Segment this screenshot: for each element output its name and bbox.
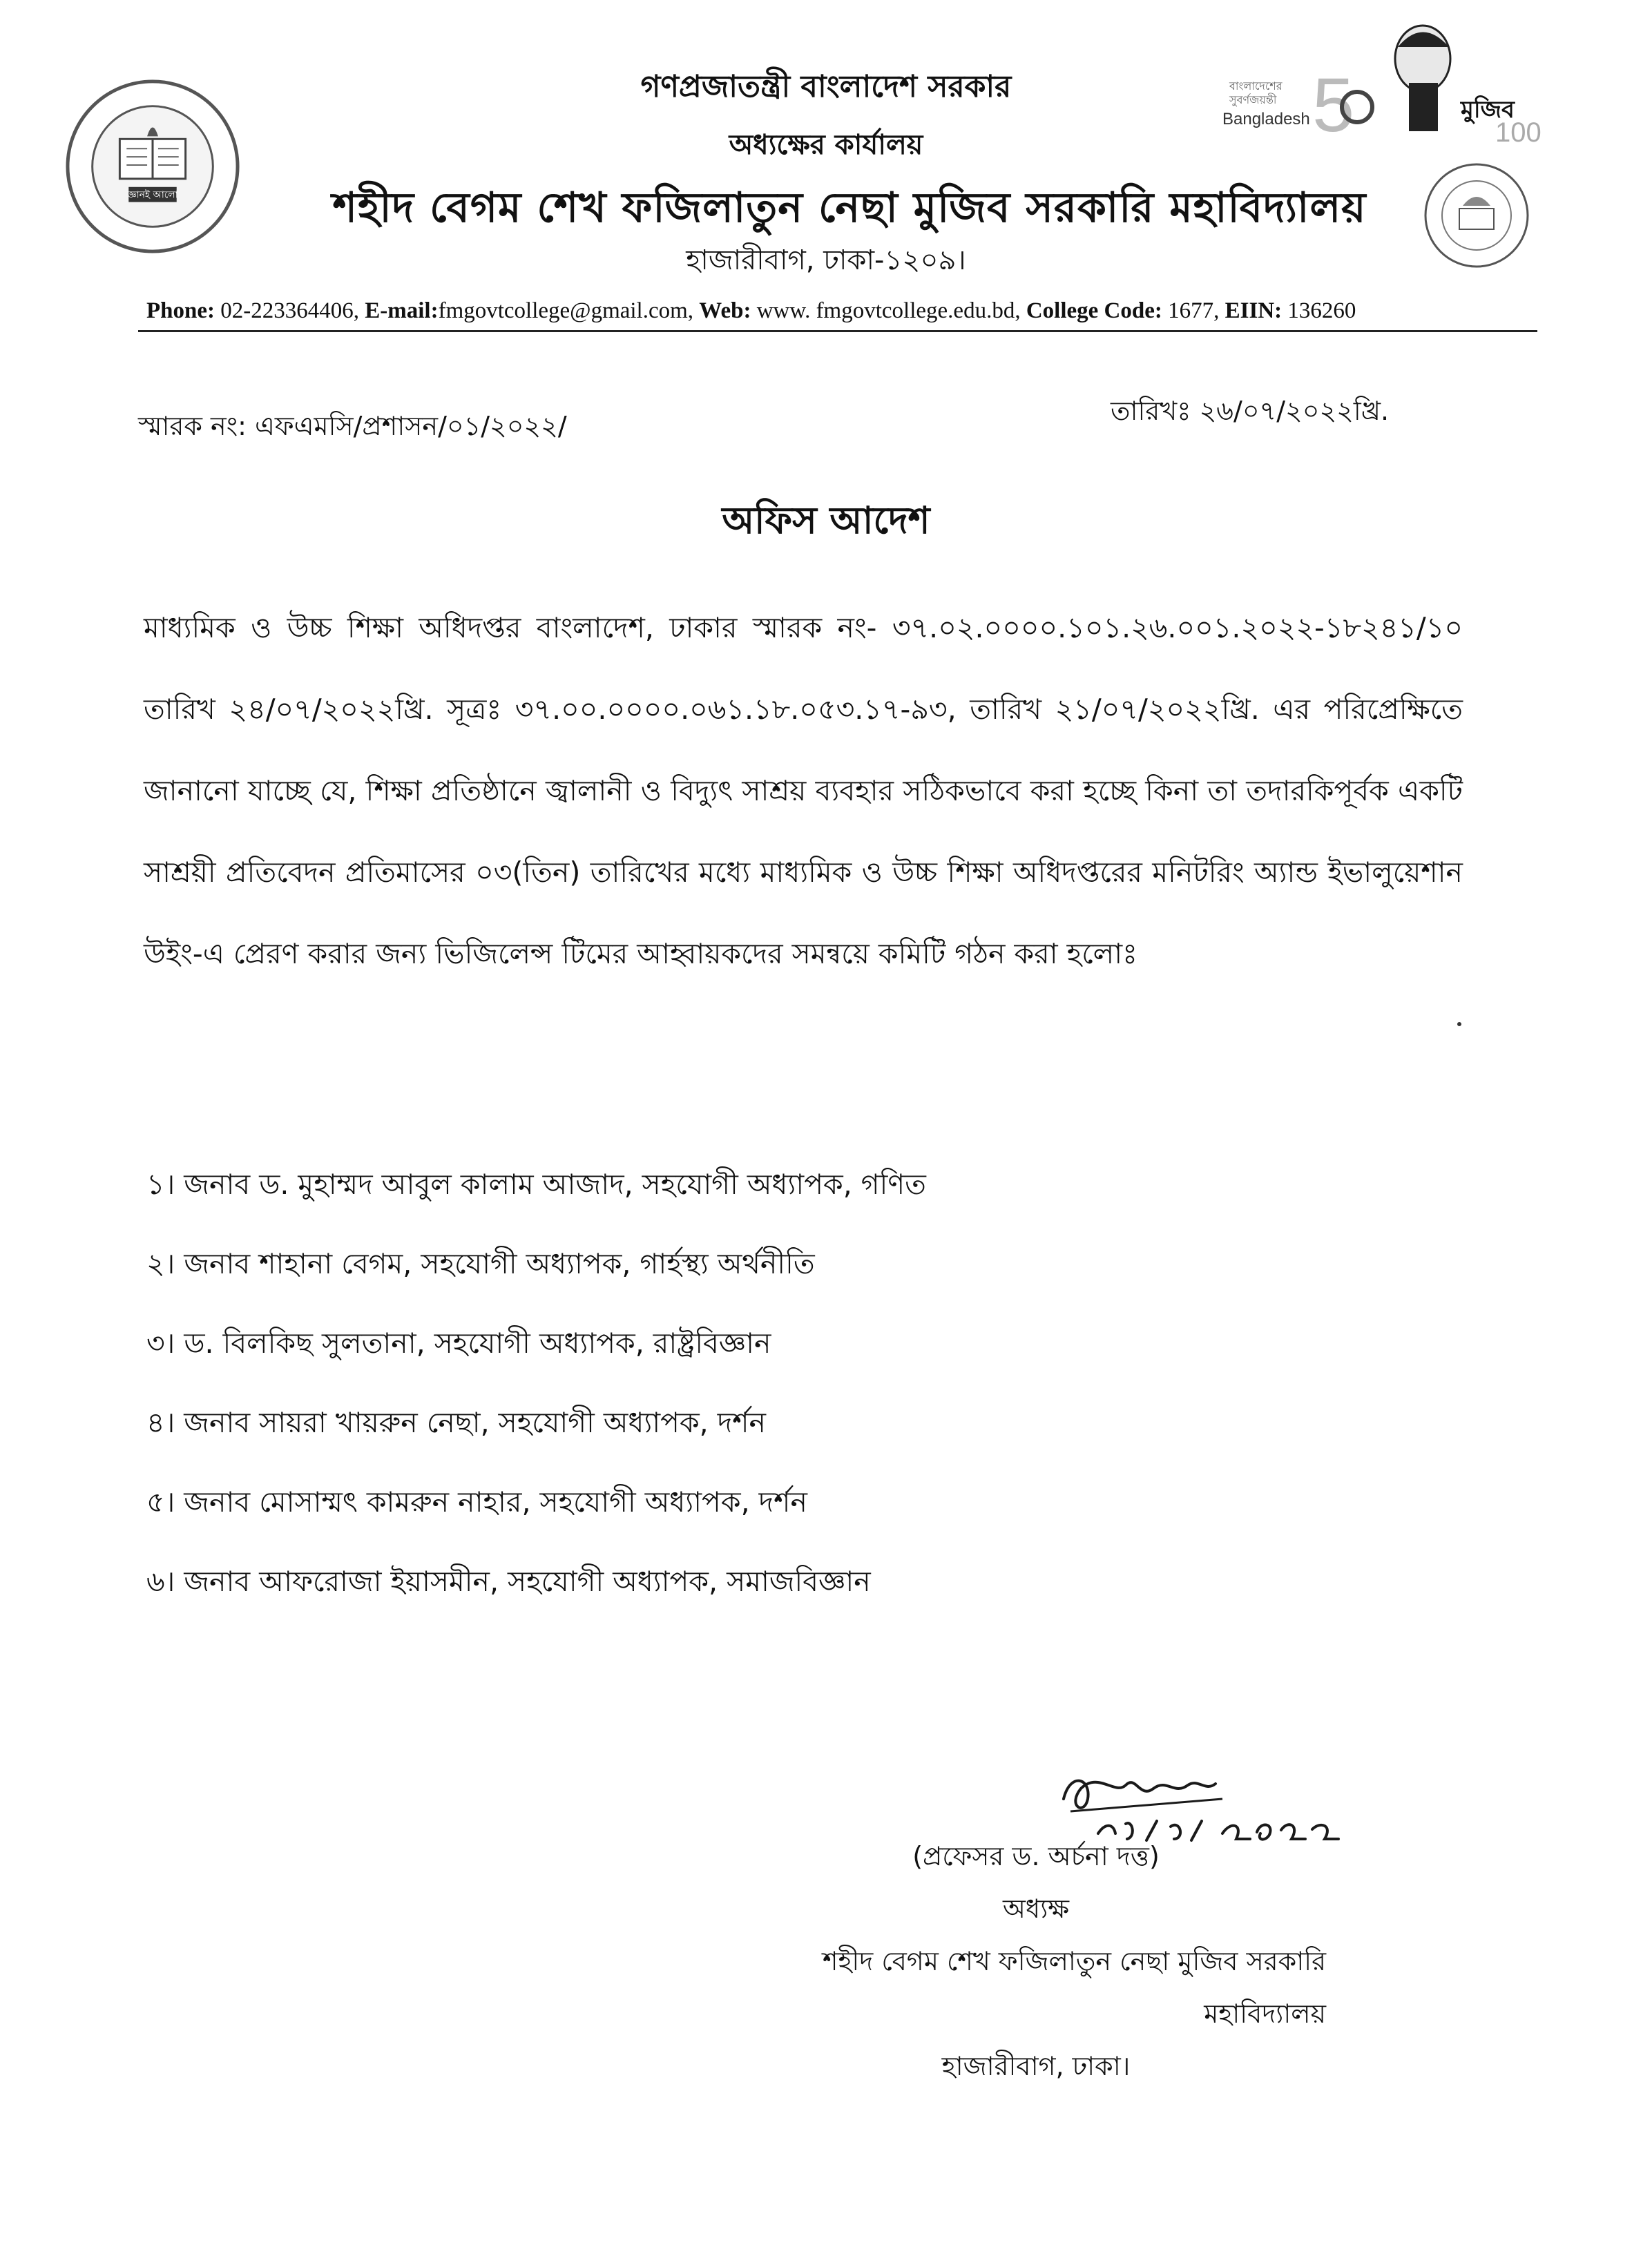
svg-text:5: 5 (1312, 63, 1355, 148)
college-name: শহীদ বেগম শেখ ফজিলাতুন নেছা মুজিব সরকারি মহাবিদ্যালয় (332, 184, 1367, 232)
memo-date: তারিখঃ ২৬/০৭/২০২২খ্রি. (1111, 396, 1390, 426)
committee-member: ৪। জনাব সায়রা খায়রুন নেছা, সহযোগী অধ্যাপক, দর্শন (146, 1406, 766, 1439)
email-label: E-mail: (365, 298, 439, 323)
svg-text:মুজিব: মুজিব (1461, 96, 1515, 124)
eiin-value: 136260 (1287, 298, 1356, 323)
order-body: মাধ্যমিক ও উচ্চ শিক্ষা অধিদপ্তর বাংলাদেশ, ঢাকার স্মারক নং- ৩৭.০২.০০০০.১০১.২৬.০০১.২০২২-১৮২৪১/১০ তারিখ ২৪/০৭/২০২২খ্রি. সূত্রঃ ৩৭.০০.০০০০.০৬১.১৮.০৫৩.১৭-৯৩, তারিখ ২১/০৭/২০২২খ্রি. এর পরিপ্রেক্ষিতে জানানো যাচ্ছে যে, শিক্ষা প্রতিষ্ঠানে জ্বালানী ও বিদ্যুৎ সাশ্রয় ব্যবহার সঠিকভাবে করা হচ্ছে কিনা তা তদারকিপূর্বক একটি সাশ্রয়ী প্রতিবেদন প্রতিমাসের ০৩(তিন) তারিখের মধ্যে মাধ্যমিক ও উচ্চ শিক্ষা অধিদপ্তরের মনিটরিং অ্যান্ড ইভালুয়েশান উইং-এ প্রেরণ করার জন্য ভিজিলেন্স টিমের আহ্বায়কদের সমন্বয়ে কমিটি গঠন করা হলোঃ (144, 611, 1463, 970)
committee-member: ১। জনাব ড. মুহাম্মদ আবুল কালাম আজাদ, সহযোগী অধ্যাপক, গণিত (146, 1168, 926, 1201)
svg-text:বাংলাদেশের: বাংলাদেশের (1229, 79, 1283, 93)
committee-member: ৫। জনাব মোসাম্মৎ কামরুন নাহার, সহযোগী অধ্যাপক, দর্শন (146, 1485, 807, 1519)
signatory-name: (প্রফেসর ড. অর্চনা দত্ত) (912, 1841, 1160, 1871)
phone-value: 02-223364406, (220, 298, 359, 323)
committee-member: ২। জনাব শাহানা বেগম, সহযোগী অধ্যাপক, গার্হস্থ্য অর্থনীতি (146, 1247, 815, 1280)
signatory-place: হাজারীবাগ, ঢাকা। (941, 2051, 1131, 2081)
document-title: অফিস আদেশ (722, 499, 930, 542)
signatory-designation: অধ্যক্ষ (1002, 1894, 1069, 1924)
committee-member: ৩। ড. বিলকিছ সুলতানা, সহযোগী অধ্যাপক, রাষ্ট্রবিজ্ঞান (146, 1327, 771, 1360)
college-address: হাজারীবাগ, ঢাকা-১২০৯। (686, 244, 966, 276)
scan-speck (1457, 1022, 1461, 1026)
web-value: www. fmgovtcollege.edu.bd, (756, 298, 1021, 323)
committee-list (146, 1164, 926, 1640)
web-label: Web: (699, 298, 751, 323)
signatory-block (746, 1830, 1326, 2092)
email-value: fmgovtcollege@gmail.com, (438, 298, 694, 323)
header-divider (138, 330, 1537, 332)
svg-text:100: 100 (1495, 117, 1541, 148)
college-code-value: 1677, (1168, 298, 1220, 323)
college-code-label: College Code: (1026, 298, 1162, 323)
svg-text:Bangladesh: Bangladesh (1222, 110, 1310, 128)
svg-text:জ্ঞানই আলো: জ্ঞানই আলো (127, 189, 178, 201)
eiin-label: EIIN: (1224, 298, 1283, 323)
office-name: অধ্যক্ষের কার্যালয় (729, 129, 923, 161)
contact-line (146, 298, 1356, 324)
phone-label: Phone: (146, 298, 215, 323)
government-name: গণপ্রজাতন্ত্রী বাংলাদেশ সরকার (640, 69, 1012, 104)
signatory-institution: শহীদ বেগম শেখ ফজিলাতুন নেছা মুজিব সরকারি মহাবিদ্যালয় (822, 1946, 1326, 2029)
committee-member: ৬। জনাব আফরোজা ইয়াসমীন, সহযোগী অধ্যাপক, সমাজবিজ্ঞান (146, 1565, 871, 1598)
memo-number: স্মারক নং: এফএমসি/প্রশাসন/০১/২০২২/ (138, 411, 567, 441)
svg-text:সুবর্ণজয়ন্তী: সুবর্ণজয়ন্তী (1229, 93, 1277, 106)
